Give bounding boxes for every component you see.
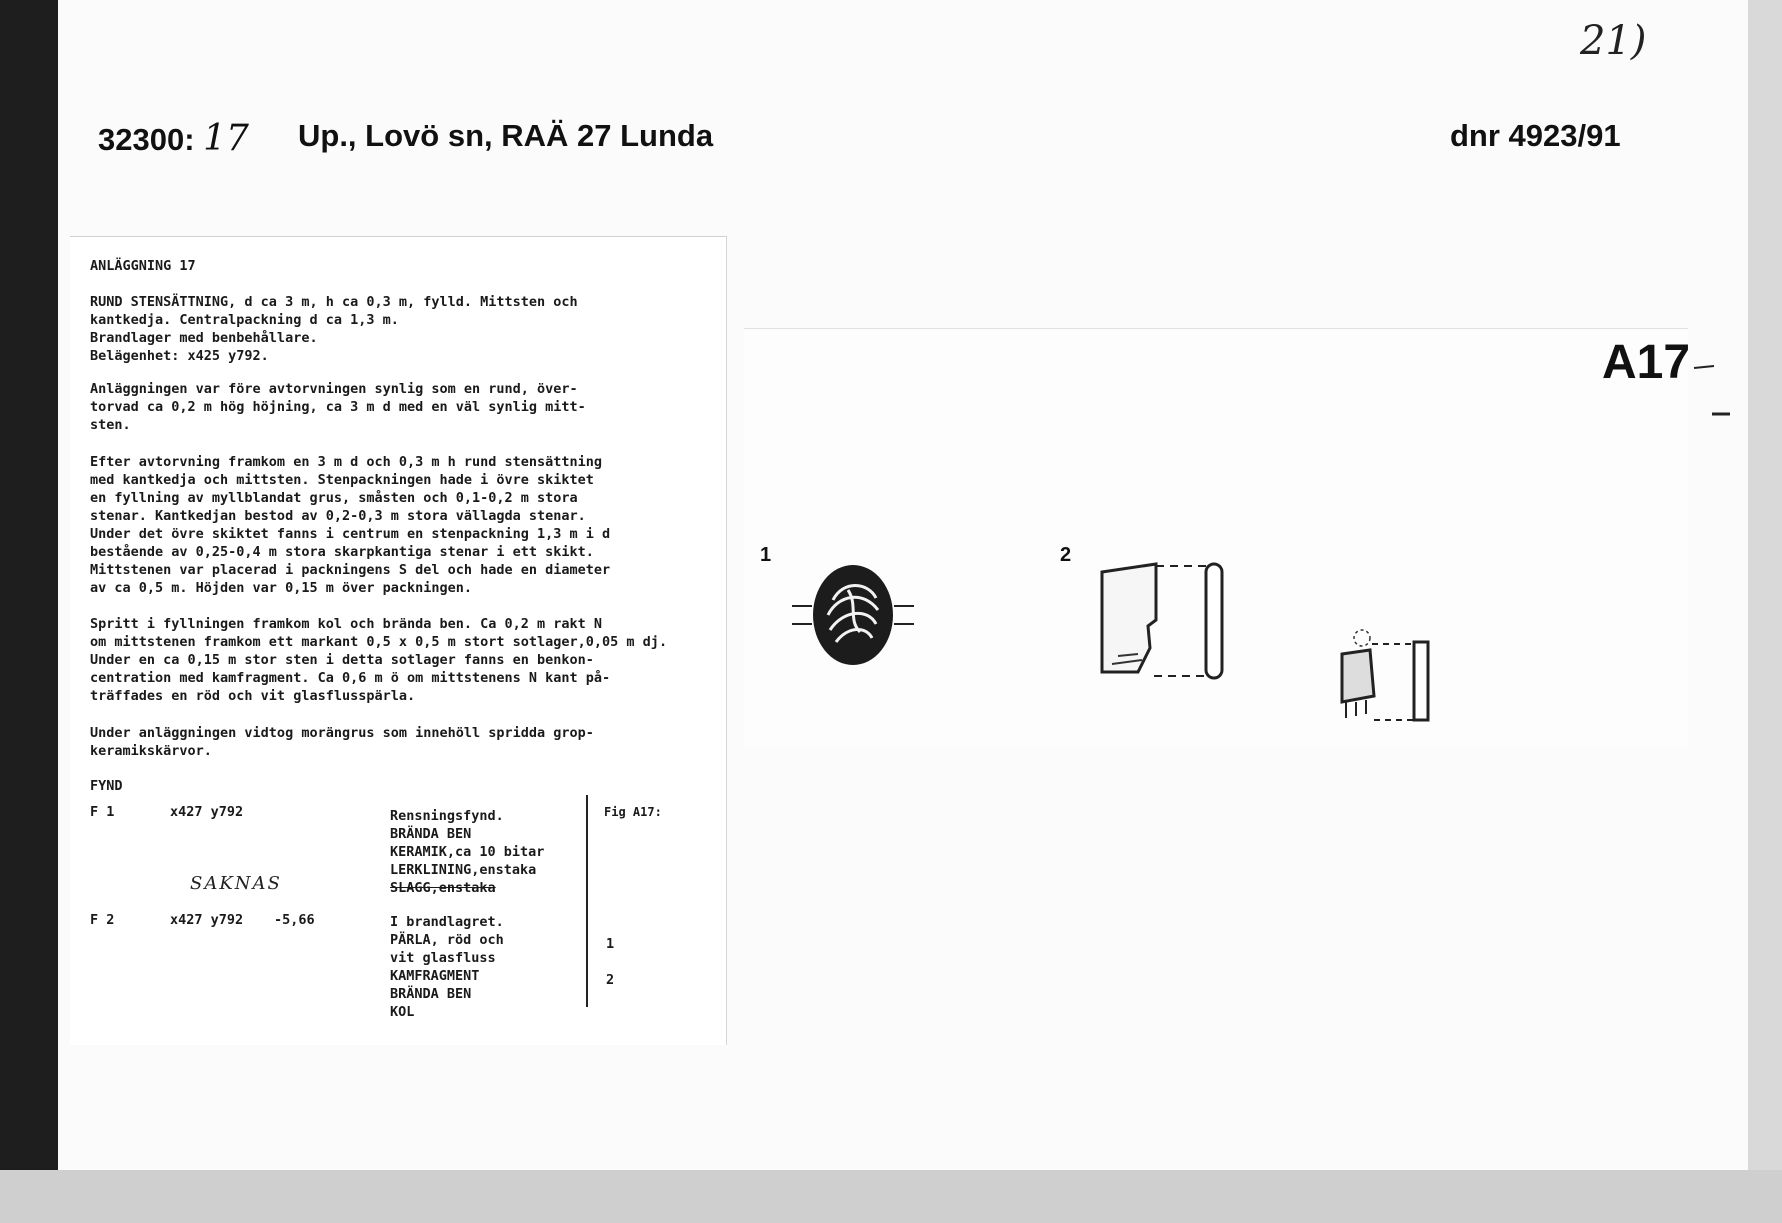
catalog-number-handwritten: 17 xyxy=(203,118,249,159)
find-id: F 1 xyxy=(90,804,115,820)
summary-text: RUND STENSÄTTNING, d ca 3 m, h ca 0,3 m, fylld. Mittsten och kantkedja. Centralpackning d ca 1,3 m. Brandlager med benbehållare. Belägenhet: x425 y792. xyxy=(90,294,578,364)
handwritten-note: SAKNAS xyxy=(190,873,282,894)
find-depth: -5,66 xyxy=(274,912,315,928)
paragraph-2: Efter avtorvning framkom en 3 m d och 0,3 m h rund stensättning med kantkedja och mittsten. Stenpackningen hade i övre skiktet en fyllning av myllblandat grus, småsten och 0,1-0,2 m stora stenar. Kantkedjan bestod av 0,2-0,3 m stora vällagda stenar. Under det övre skiktet fanns i centrum en stenpackning 1,3 m i d bestående av 0,25-0,4 m stora skarpkantiga stenar i ett skikt. Mittstenen var placerad i packningens S del och hade en diameter av ca 0,5 m. Höjden var 0,15 m över packningen. xyxy=(90,454,611,596)
dnr-number: dnr 4923/91 xyxy=(1450,118,1621,153)
card-title: ANLÄGGNING 17 xyxy=(90,258,196,274)
scan-edge-bottom xyxy=(0,1170,1782,1223)
site-title: Up., Lovö sn, RAÄ 27 Lunda xyxy=(298,118,714,153)
find-line: PÄRLA, röd och xyxy=(390,932,504,948)
find-id: F 2 xyxy=(90,912,115,928)
paragraph-3: Spritt i fyllningen framkom kol och brända ben. Ca 0,2 m rakt N om mittstenen framkom ett markant 0,5 x 0,5 m stort sotlager,0,05 m dj. Under en ca 0,15 m stor sten i detta sotlager fanns en benkon- centration med kamfragment. Ca 0,6 m ö om mittstenens N kant på- träffades en röd och vit glasflusspärla. xyxy=(90,616,668,704)
find-line: LERKLINING,enstaka xyxy=(390,862,537,878)
table-divider xyxy=(586,795,588,1007)
fig-ref: 2 xyxy=(606,972,615,988)
find-line: BRÄNDA BEN xyxy=(390,986,472,1002)
figure-1-number: 1 xyxy=(760,544,772,566)
find-line: Rensningsfynd. xyxy=(390,808,504,824)
find-line: KERAMIK,ca 10 bitar xyxy=(390,844,545,860)
page-number: 21) xyxy=(1580,18,1647,64)
find-line: KOL xyxy=(390,1004,415,1020)
scan-edge-right xyxy=(1748,0,1782,1223)
find-line: I brandlagret. xyxy=(390,914,504,930)
plate-label: A17 xyxy=(1602,336,1691,389)
comb-fragment-drawing-1 xyxy=(1098,560,1238,685)
plate-tick-marks xyxy=(1690,356,1740,426)
fig-label: Fig A17: xyxy=(604,805,662,819)
find-line: vit glasfluss xyxy=(390,950,496,966)
find-line: BRÄNDA BEN xyxy=(390,826,472,842)
figure-2-number: 2 xyxy=(1060,544,1072,566)
find-coords: x427 y792 xyxy=(170,804,244,820)
bead-drawing xyxy=(788,560,918,670)
paragraph-4: Under anläggningen vidtog morängrus som innehöll spridda grop- keramikskärvor. xyxy=(90,725,594,759)
paragraph-1: Anläggningen var före avtorvningen synlig som en rund, över- torvad ca 0,2 m hög höjning, ca 3 m d med en väl synlig mitt- sten. xyxy=(90,381,586,433)
catalog-number xyxy=(98,118,249,159)
find-line: KAMFRAGMENT xyxy=(390,968,480,984)
find-line-struck: SLAGG,enstaka xyxy=(390,880,496,896)
catalog-prefix: 32300: xyxy=(98,122,195,157)
fig-ref: 1 xyxy=(606,936,615,952)
description-card xyxy=(70,236,727,1045)
comb-fragment-drawing-2 xyxy=(1334,626,1434,726)
fynd-heading: FYND xyxy=(90,778,123,794)
find-coords: x427 y792 xyxy=(170,912,244,928)
